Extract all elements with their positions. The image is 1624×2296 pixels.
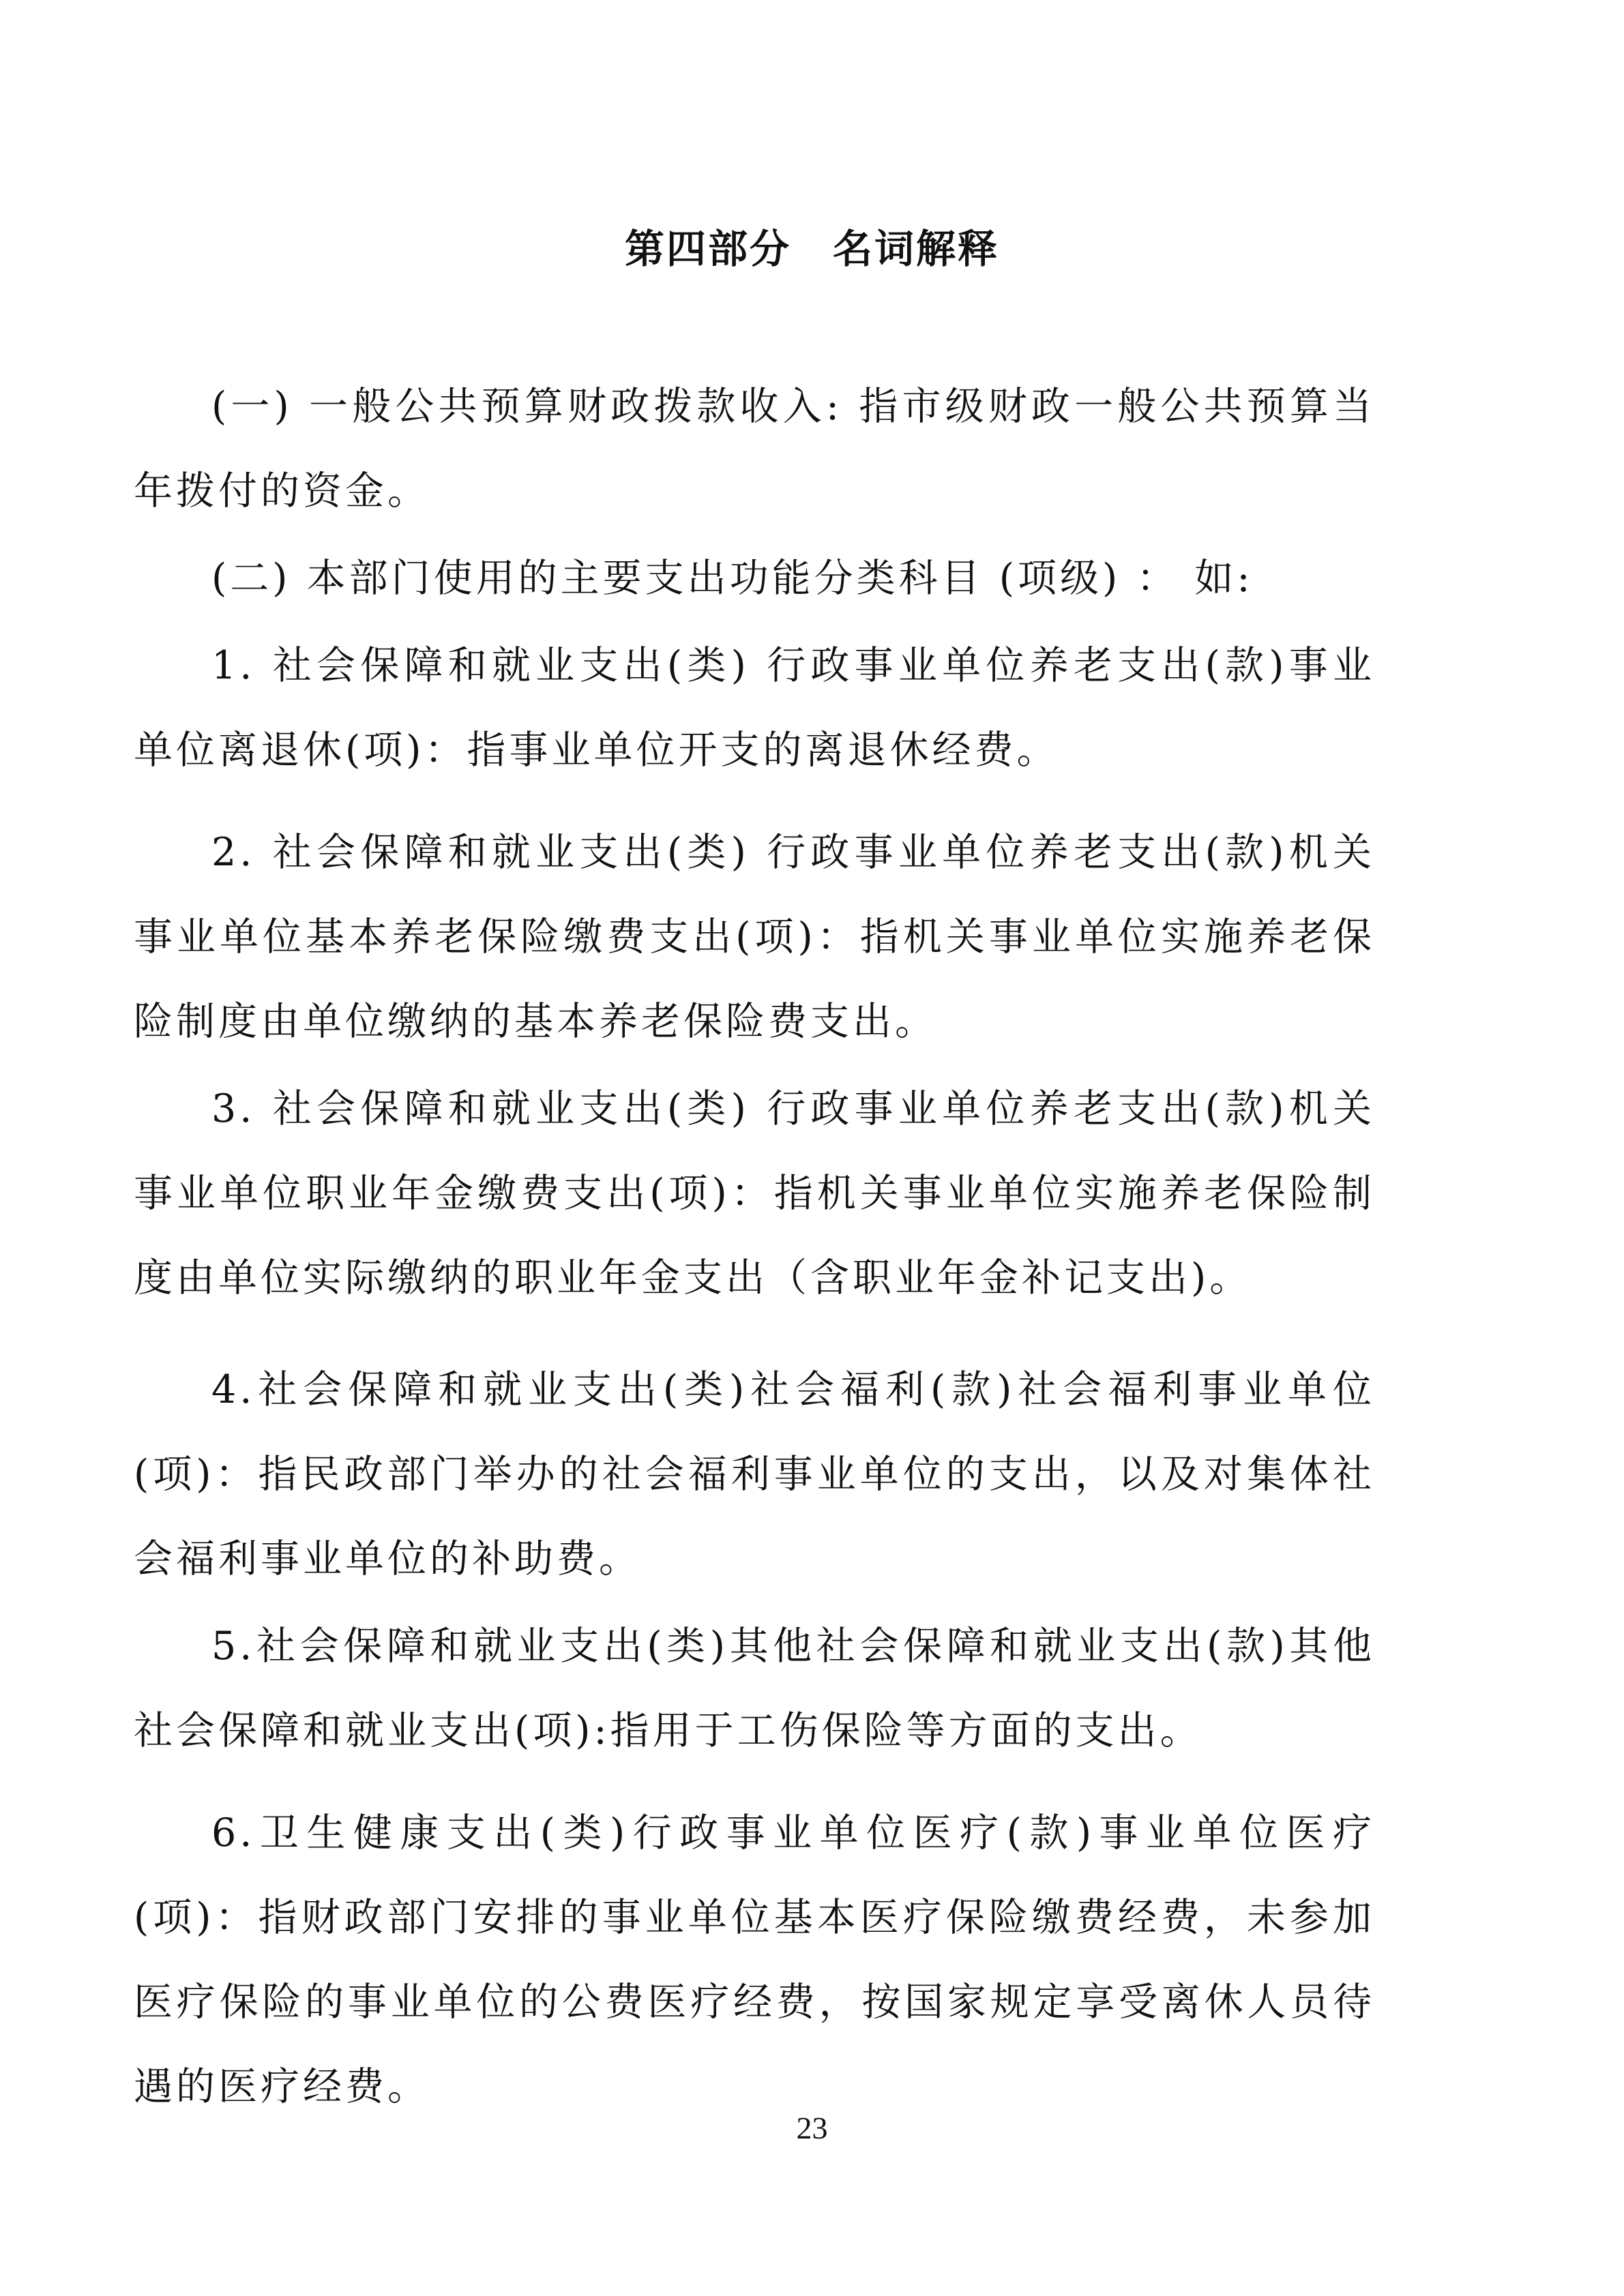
paragraph-item-3-occupational-annuity: 3. 社会保障和就业支出(类) 行政事业单位养老支出(款)机关事业单位职业年金缴费支出(项)：指机关事业单位实施养老保险制度由单位实际缴纳的职业年金支出（含职业年金补记支出)。 (134, 1086, 1375, 1300)
paragraph-expenditure-categories: (二) 本部门使用的主要支出功能分类科目 (项级) ： 如: (211, 556, 1254, 601)
paragraph-item-5-other-social-security: 5.社会保障和就业支出(类)其他社会保障和就业支出(款)其他社会保障和就业支出(项):指用于工伤保险等方面的支出。 (134, 1624, 1375, 1753)
section-title: 第四部分 名词解释 (624, 226, 999, 272)
paragraph-item-1-retirement: 1. 社会保障和就业支出(类) 行政事业单位养老支出(款)事业单位离退休(项)：指事业单位开支的离退休经费。 (134, 643, 1375, 773)
paragraph-item-2-pension-insurance: 2. 社会保障和就业支出(类) 行政事业单位养老支出(款)机关事业单位基本养老保险缴费支出(项)：指机关事业单位实施养老保险制度由单位缴纳的基本养老保险费支出。 (134, 830, 1375, 1044)
document-body (134, 364, 1375, 2129)
paragraph-general-budget-income: (一) 一般公共预算财政拨款收入: 指市级财政一般公共预算当年拨付的资金。 (134, 384, 1375, 513)
paragraph-item-4-social-welfare: 4.社会保障和就业支出(类)社会福利(款)社会福利事业单位(项)：指民政部门举办的社会福利事业单位的支出，以及对集体社会福利事业单位的补助费。 (134, 1367, 1375, 1581)
paragraph-item-6-medical: 6.卫生健康支出(类)行政事业单位医疗(款)事业单位医疗(项)：指财政部门安排的事业单位基本医疗保险缴费经费，未参加医疗保险的事业单位的公费医疗经费，按国家规定享受离休人员待遇的医疗经费。 (134, 1810, 1375, 2109)
page-number: 23 (796, 2111, 828, 2145)
